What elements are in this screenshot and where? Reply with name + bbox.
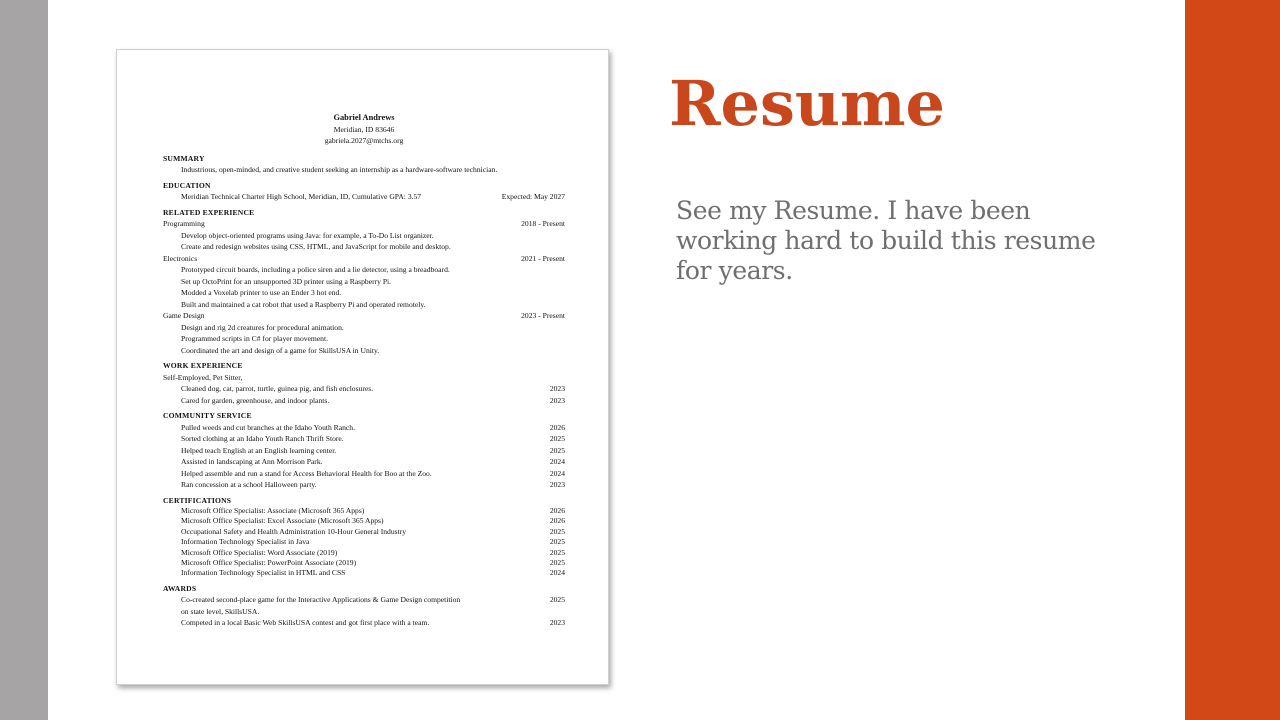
item-year: 2025: [549, 537, 565, 547]
resume-email: gabriela.2027@mtchs.org: [324, 136, 404, 145]
list-item: [163, 527, 565, 537]
item-text: Ran concession at a school Halloween party.: [181, 480, 317, 489]
electronics-title: Electronics: [163, 253, 198, 263]
resume-document: [163, 112, 565, 629]
list-item: [163, 383, 565, 395]
list-item: [163, 617, 565, 629]
item-text: Microsoft Office Specialist: PowerPoint Associate (2019): [181, 558, 357, 568]
item-year: 2024: [549, 468, 565, 478]
electronics-dates: 2021 - Present: [521, 253, 565, 263]
programming-dates: 2018 - Present: [521, 219, 565, 228]
item-text: Pulled weeds and cut branches at the Idaho Youth Ranch.: [181, 422, 355, 432]
item-year: 2026: [549, 516, 565, 526]
item-year: 2023: [549, 480, 565, 489]
item-year: 2025: [549, 526, 565, 536]
resume-location: Meridian, ID 83646: [333, 124, 395, 134]
list-item: [163, 395, 565, 407]
list-item: Set up OctoPrint for an unsupported 3D printer using a Raspberry Pi.: [181, 276, 392, 286]
item-text: Microsoft Office Specialist: Associate (Microsoft 365 Apps): [181, 506, 365, 515]
list-item: [163, 516, 565, 526]
right-accent-bar: [1185, 0, 1280, 720]
awards-heading: AWARDS: [163, 583, 197, 593]
list-item: Create and redesign websites using CSS, HTML, and JavaScript for mobile and desktop.: [181, 242, 451, 251]
item-text: Microsoft Office Specialist: Word Associate (2019): [181, 547, 338, 557]
item-year: 2025: [549, 434, 565, 443]
item-year: 2025: [549, 445, 565, 455]
programming-row: [163, 218, 565, 230]
resume-image[interactable]: [116, 49, 609, 685]
item-text: Sorted clothing at an Idaho Youth Ranch Thrift Store.: [181, 434, 344, 443]
list-item: [163, 479, 565, 491]
list-item: Design and rig 2d creatures for procedural animation.: [181, 322, 344, 332]
item-text: Cleaned dog, cat, parrot, turtle, guinea pig, and fish enclosures.: [181, 384, 374, 393]
item-year: 2024: [549, 568, 565, 578]
item-text: Helped assemble and run a stand for Access Behavioral Health for Boo at the Zoo.: [181, 468, 432, 478]
award-line: on state level, SkillsUSA.: [181, 606, 260, 616]
list-item: [163, 537, 565, 547]
list-item: Built and maintained a cat robot that used a Raspberry Pi and operated remotely.: [181, 299, 426, 309]
summary-heading: SUMMARY: [163, 153, 205, 163]
list-item: [163, 433, 565, 445]
list-item: [163, 568, 565, 578]
resume-name: Gabriel Andrews: [333, 113, 395, 122]
item-year: 2025: [549, 595, 565, 605]
item-text: Information Technology Specialist in HTML and CSS: [181, 568, 346, 578]
game-design-row: [163, 310, 565, 322]
certifications-list: [163, 506, 565, 579]
education-row: [163, 191, 565, 203]
community-service-heading: COMMUNITY SERVICE: [163, 411, 252, 420]
game-design-dates: 2023 - Present: [521, 311, 565, 320]
item-year: 2023: [549, 384, 565, 393]
item-text: Helped teach English at an English learning center.: [181, 445, 337, 455]
item-year: 2025: [549, 558, 565, 568]
list-item: [163, 456, 565, 468]
game-design-title: Game Design: [163, 311, 205, 320]
item-text: Competed in a local Basic Web SkillsUSA contest and got first place with a team.: [181, 618, 430, 628]
list-item: [163, 422, 565, 434]
left-accent-bar: [0, 0, 48, 720]
item-year: 2025: [549, 547, 565, 557]
list-item: [163, 548, 565, 558]
electronics-row: [163, 253, 565, 265]
list-item: [163, 445, 565, 457]
work-title: Self-Employed, Pet Sitter,: [163, 372, 243, 382]
list-item: [163, 468, 565, 480]
related-experience-heading: RELATED EXPERIENCE: [163, 207, 255, 217]
item-year: 2026: [549, 506, 565, 515]
item-year: 2023: [549, 395, 565, 405]
list-item: Coordinated the art and design of a game for SkillsUSA in Unity.: [181, 345, 380, 355]
list-item: [163, 558, 565, 568]
item-text: Microsoft Office Specialist: Excel Associate (Microsoft 365 Apps): [181, 516, 384, 526]
list-item: Prototyped circuit boards, including a police siren and a lie detector, using a breadboard.: [181, 265, 450, 274]
work-experience-heading: WORK EXPERIENCE: [163, 361, 243, 370]
education-school: Meridian Technical Charter High School, Meridian, ID, Cumulative GPA: 3.57: [181, 192, 422, 201]
slide-title: Resume: [669, 67, 946, 140]
item-text: [163, 594, 460, 617]
list-item: Modded a Voxelab printer to use an Ender 3 hot end.: [181, 288, 342, 297]
list-item: [163, 594, 565, 617]
item-text: Assisted in landscaping at Ann Morrison Park.: [181, 457, 323, 466]
education-heading: EDUCATION: [163, 180, 211, 190]
list-item: [163, 506, 565, 516]
summary-text: Industrious, open-minded, and creative student seeking an internship as a hardware-software technician.: [181, 165, 498, 174]
item-text: Information Technology Specialist in Java: [181, 537, 310, 547]
list-item: Programmed scripts in C# for player movement.: [181, 334, 328, 343]
item-year: 2026: [549, 422, 565, 432]
item-text: Occupational Safety and Health Administration 10-Hour General Industry: [181, 526, 407, 536]
certifications-heading: CERTIFICATIONS: [163, 495, 232, 505]
list-item: Develop object-oriented programs using Java: for example, a To-Do List organizer.: [181, 230, 434, 240]
item-year: 2023: [549, 618, 565, 628]
education-expected: Expected: May 2027: [501, 192, 565, 201]
programming-title: Programming: [163, 219, 205, 228]
item-year: 2024: [549, 457, 565, 466]
item-text: Cared for garden, greenhouse, and indoor plants.: [181, 395, 330, 405]
award-line: Co-created second-place game for the Interactive Applications & Game Design competition: [181, 595, 461, 605]
slide-body-text: See my Resume. I have been working hard to build this resume for years.: [676, 196, 1096, 285]
